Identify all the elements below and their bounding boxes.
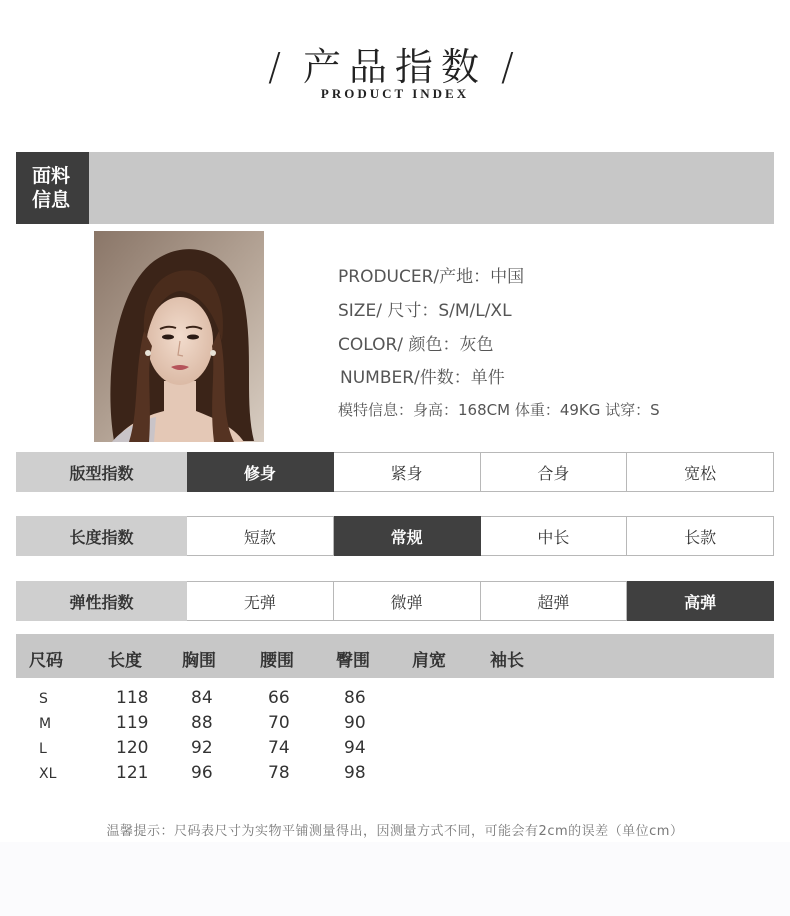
fit-option-3: 宽松: [627, 452, 774, 492]
chest-cell: 88: [191, 713, 213, 733]
size-header-length: 长度: [108, 651, 142, 671]
table-row: [16, 763, 774, 785]
length-option-2: 中长: [481, 516, 628, 556]
length-cell: 118: [116, 688, 149, 708]
spec-producer: PRODUCER/产地：中国: [338, 267, 525, 287]
length-cell: 120: [116, 738, 149, 758]
size-note: 温馨提示：尺码表尺寸为实物平铺测量得出，因测量方式不同，可能会有2cm的误差（单位cm）: [106, 824, 684, 839]
size-header-shoulder: 肩宽: [412, 651, 446, 671]
waist-cell: 70: [268, 713, 290, 733]
chest-cell: 96: [191, 763, 213, 783]
spec-color: COLOR/ 颜色：灰色: [338, 335, 494, 355]
fabric-info-bar: [16, 152, 774, 224]
length-index-row: [16, 516, 774, 556]
waist-cell: 74: [268, 738, 290, 758]
length-option-3: 长款: [627, 516, 774, 556]
size-cell: XL: [39, 766, 57, 782]
model-photo: [94, 231, 264, 442]
elasticity-option-3: 高弹: [627, 581, 774, 621]
length-cell: 121: [116, 763, 149, 783]
elasticity-option-2: 超弹: [481, 581, 628, 621]
bottom-band: [0, 842, 790, 916]
page-subtitle: PRODUCT INDEX: [320, 86, 470, 101]
hip-cell: 90: [344, 713, 366, 733]
spec-number: NUMBER/件数：单件: [340, 368, 505, 388]
length-cell: 119: [116, 713, 149, 733]
hip-cell: 94: [344, 738, 366, 758]
title-text: 产品指数: [302, 45, 487, 89]
size-cell: L: [39, 741, 47, 757]
size-table-header: [16, 634, 774, 678]
fit-option-1: 紧身: [334, 452, 481, 492]
waist-cell: 66: [268, 688, 290, 708]
elasticity-index-row: [16, 581, 774, 621]
length-option-0: 短款: [187, 516, 334, 556]
size-header-chest: 胸围: [182, 651, 216, 671]
waist-cell: 78: [268, 763, 290, 783]
spec-model: 模特信息：身高：168CM 体重：49KG 试穿：S: [338, 401, 660, 419]
fit-option-2: 合身: [481, 452, 628, 492]
fit-index-row: [16, 452, 774, 492]
table-row: [16, 688, 774, 710]
elasticity-index-label: 弹性指数: [16, 581, 187, 621]
size-cell: S: [39, 691, 48, 707]
size-header-hip: 臀围: [336, 651, 370, 671]
size-header-sleeve: 袖长: [490, 651, 524, 671]
size-header-size: 尺码: [29, 651, 63, 671]
elasticity-option-0: 无弹: [187, 581, 334, 621]
size-cell: M: [39, 716, 52, 732]
hip-cell: 86: [344, 688, 366, 708]
size-header-waist: 腰围: [260, 651, 294, 671]
elasticity-option-1: 微弹: [334, 581, 481, 621]
fit-option-0: 修身: [187, 452, 334, 492]
fit-index-label: 版型指数: [16, 452, 187, 492]
table-row: [16, 738, 774, 760]
length-index-label: 长度指数: [16, 516, 187, 556]
chest-cell: 92: [191, 738, 213, 758]
title-slash-right: /: [501, 45, 522, 89]
chest-cell: 84: [191, 688, 213, 708]
length-option-1: 常规: [334, 516, 481, 556]
title-slash-left: /: [268, 45, 289, 89]
fabric-label-line1: 面料: [32, 165, 71, 187]
page-title: [0, 36, 790, 91]
fabric-label-line2: 信息: [32, 189, 71, 211]
spec-size: SIZE/ 尺寸：S/M/L/XL: [338, 301, 512, 321]
hip-cell: 98: [344, 763, 366, 783]
table-row: [16, 713, 774, 735]
fabric-info-label: [16, 152, 89, 224]
